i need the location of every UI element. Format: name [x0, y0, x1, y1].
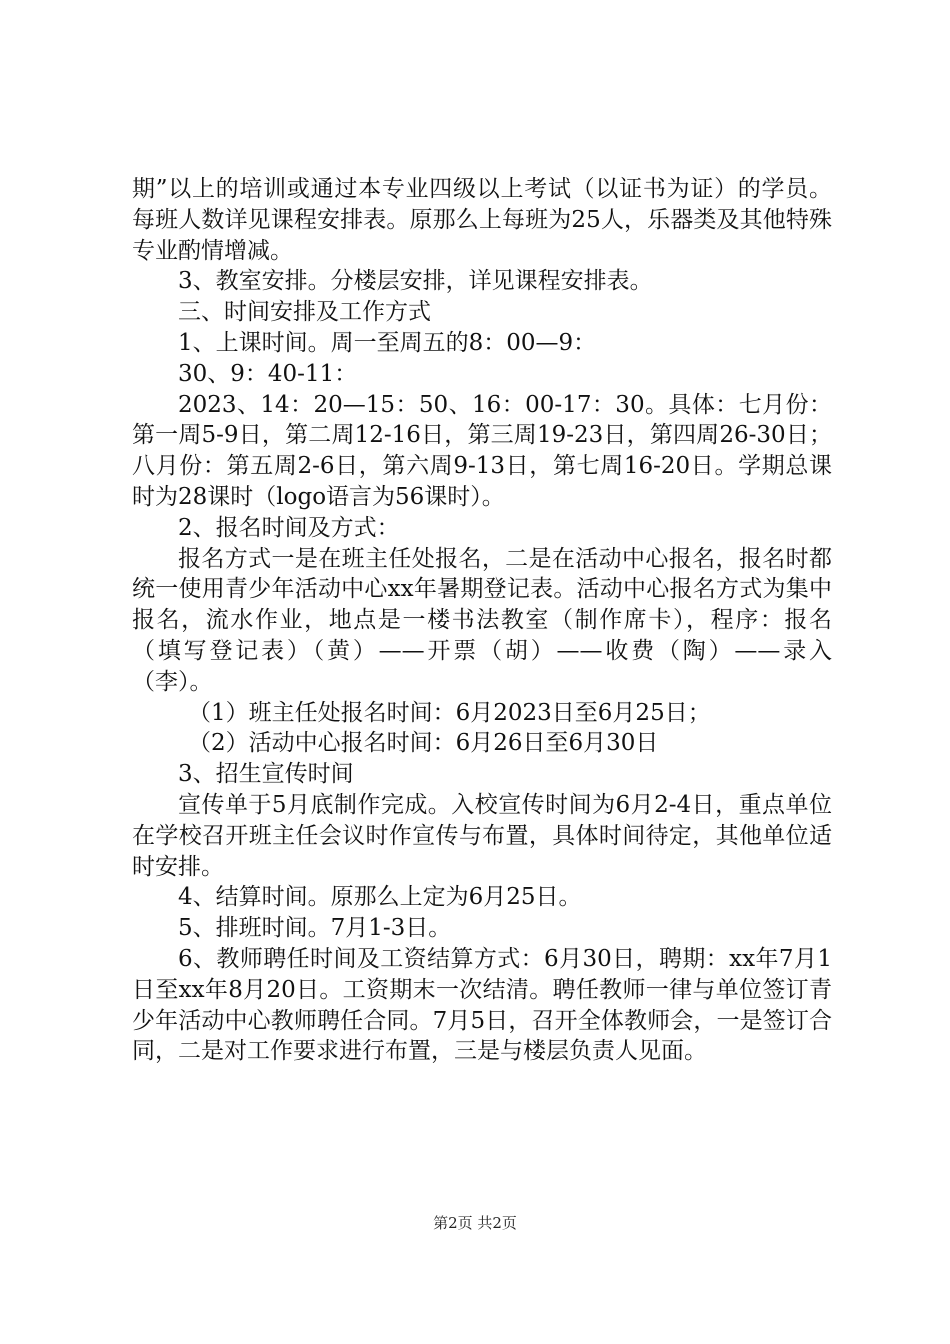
heading-registration: 2、报名时间及方式：	[178, 514, 400, 541]
paragraph-schedule: 2023、14：20—15：50、16：00-17：30。具体：七月份：第一周5-9日，第二周12-16日，第三周19-23日，第四周26-30日；八月份：第五周2-6日，第六周9-13日，第七周16-20日。学期总课时为28课时（logo语言为56课时）。	[132, 391, 832, 510]
paragraph-registration: 报名方式一是在班主任处报名，二是在活动中心报名，报名时都统一使用青少年活动中心xx年暑期登记表。活动中心报名方式为集中报名，流水作业，地点是一楼书法教室（制作席卡），程序：报名（填写登记表）（黄）——开票（胡）——收费（陶）——录入（李）。	[132, 545, 832, 695]
section-heading-time: 三、时间安排及工作方式	[178, 299, 431, 326]
paragraph-promotion: 宣传单于5月底制作完成。入校宣传时间为6月2-4日，重点单位在学校召开班主任会议时作宣传与布置，具体时间待定，其他单位适时安排。	[132, 791, 832, 880]
list-item-registration-2: （2）活动中心报名时间：6月26日至6月30日	[188, 730, 659, 757]
page-number: 第2页 共2页	[433, 1214, 517, 1232]
paragraph-classroom: 3、教室安排。分楼层安排，详见课程安排表。	[178, 268, 653, 295]
document-body	[132, 174, 832, 1067]
paragraph-class-time: 1、上课时间。周一至周五的8：00—9：	[178, 329, 597, 356]
paragraph-class-time-cont: 30、9：40-11：	[178, 360, 358, 387]
paragraph-class-arrangement: 5、排班时间。7月1-3日。	[178, 915, 452, 942]
list-item-registration-1: （1）班主任处报名时间：6月2023日至6月25日；	[188, 699, 711, 726]
heading-promotion: 3、招生宣传时间	[178, 761, 354, 788]
paragraph-settlement: 4、结算时间。原那么上定为6月25日。	[178, 884, 582, 911]
paragraph-teacher-hiring: 6、教师聘任时间及工资结算方式：6月30日，聘期：xx年7月1日至xx年8月20日。工资期末一次结清。聘任教师一律与单位签订青少年活动中心教师聘任合同。7月5日，召开全体教师会，一是签订合同，二是对工作要求进行布置，三是与楼层负责人见面。	[132, 945, 832, 1065]
paragraph-continuation: 期”以上的培训或通过本专业四级以上考试（以证书为证）的学员。每班人数详见课程安排表。原那么上每班为25人，乐器类及其他特殊专业酌情增减。	[132, 176, 832, 264]
